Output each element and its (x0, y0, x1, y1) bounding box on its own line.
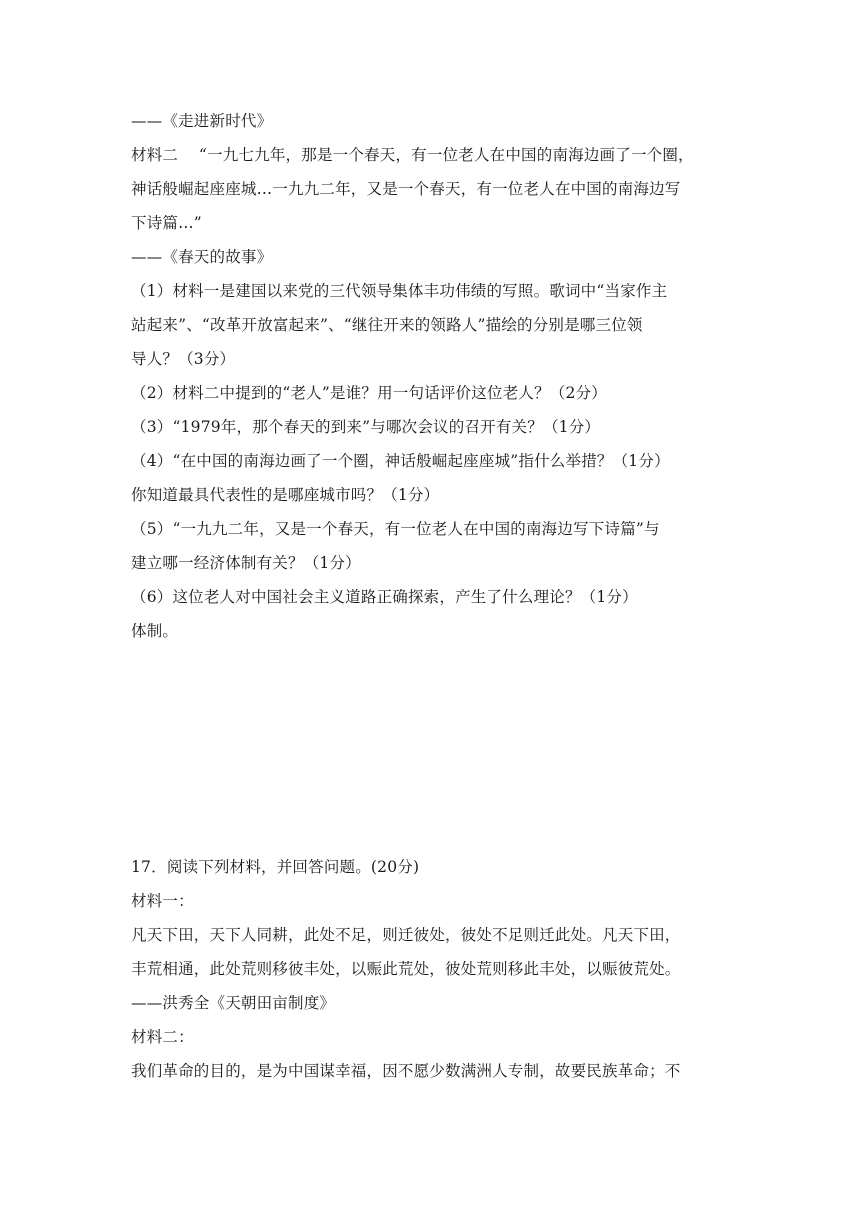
question-5-line-1: （5）“一九九二年，又是一个春天，有一位老人在中国的南海边写下诗篇”与 (131, 520, 660, 538)
material-2-line-1: 材料二 “一九七九年，那是一个春天，有一位老人在中国的南海边画了一个圈， (131, 146, 694, 164)
material-1-line-1: 凡天下田，天下人同耕，此处不足，则迁彼处，彼处不足则迁此处。凡天下田， (131, 926, 681, 944)
material-1-label: 材料一： (131, 892, 194, 910)
material-1-line-2: 丰荒相通，此处荒则移彼丰处，以赈此荒处，彼处荒则移此丰处，以赈彼荒处。 (131, 960, 681, 978)
question-1-line-2: 站起来”、“改革开放富起来”、“继往开来的领路人”描绘的分别是哪三位领 (131, 316, 643, 334)
fragment-tizhi: 体制。 (131, 622, 179, 640)
source-citation-tianchao: ——洪秀全《天朝田亩制度》 (131, 994, 336, 1012)
question-3: （3）“1979年，那个春天的到来”与哪次会议的召开有关？（1分） (131, 418, 601, 436)
question-4-line-1: （4）“在中国的南海边画了一个圈，神话般崛起座座城”指什么举措？（1分） (131, 452, 670, 470)
question-4-line-2: 你知道最具代表性的是哪座城市吗？（1分） (131, 486, 440, 504)
question-1-line-1: （1）材料一是建国以来党的三代领导集体丰功伟绩的写照。歌词中“当家作主 (131, 282, 668, 300)
source-citation-chuntian: ——《春天的故事》 (131, 248, 273, 266)
question-2: （2）材料二中提到的“老人”是谁？用一句话评价这位老人？（2分） (131, 384, 607, 402)
question-17-heading: 17．阅读下列材料，并回答问题。(20分) (131, 858, 420, 876)
question-6: （6）这位老人对中国社会主义道路正确探索，产生了什么理论？（1分） (131, 588, 638, 606)
question-5-line-2: 建立哪一经济体制有关？（1分） (131, 554, 361, 572)
source-citation-zoujin: ——《走进新时代》 (131, 112, 273, 130)
material-2-label: 材料二： (131, 1028, 194, 1046)
material-2-text-line-1: 我们革命的目的，是为中国谋幸福，因不愿少数满洲人专制，故要民族革命；不 (131, 1062, 681, 1080)
material-2-line-3: 下诗篇…” (131, 214, 202, 232)
question-1-line-3: 导人？（3分） (131, 350, 236, 368)
material-2-line-2: 神话般崛起座座城…一九九二年，又是一个春天，有一位老人在中国的南海边写 (131, 180, 681, 198)
